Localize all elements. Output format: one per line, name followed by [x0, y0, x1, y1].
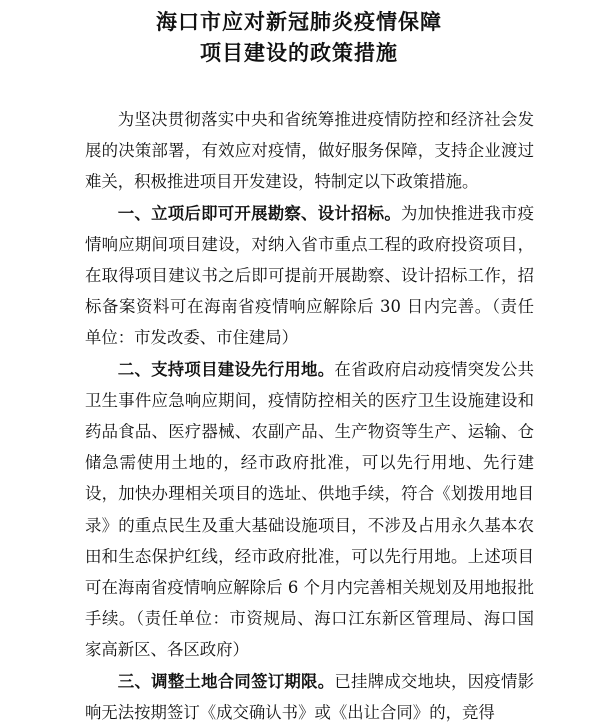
title-line-1: 海口市应对新冠肺炎疫情保障	[156, 9, 442, 34]
section-3-heading: 三、调整土地合同签订期限。	[117, 671, 335, 691]
title-line-2: 项目建设的政策措施	[200, 40, 398, 65]
section-2-responsible-units: （责任单位：市资规局、海口江东新区管理局、海口国家高新区、各区政府）	[85, 609, 534, 660]
section-1-heading: 一、立项后即可开展勘察、设计招标。	[117, 203, 401, 223]
section-3-paragraph	[85, 666, 534, 728]
section-1-responsible-units: （责任单位：市发改委、市住建局）	[85, 297, 534, 348]
section-2-heading: 二、支持项目建设先行用地。	[117, 359, 335, 379]
section-1-body: 为加快推进我市疫情响应期间项目建设，对纳入省市重点工程的政府投资项目，在取得项目建议书之后即可提前开展勘察、设计招标工作，招标备案资料可在海南省疫情响应解除后 30 日内完善。	[85, 203, 535, 317]
section-1-paragraph	[85, 198, 534, 354]
section-3-body: 已挂牌成交地块，因疫情影响无法按期签订《成交确认书》或《出让合同》的，竞得	[85, 671, 535, 722]
document-body	[0, 104, 598, 728]
intro-paragraph: 为坚决贯彻落实中央和省统筹推进疫情防控和经济社会发展的决策部署，有效应对疫情，做好服务保障，支持企业渡过难关，积极推进项目开发建设，特制定以下政策措施。	[85, 110, 534, 192]
section-2-paragraph	[85, 354, 534, 666]
document-title	[0, 0, 598, 68]
section-2-body: 在省政府启动疫情突发公共卫生事件应急响应期间，疫情防控相关的医疗卫生设施建设和药品食品、医疗器械、农副产品、生产物资等生产、运输、仓储急需使用土地的，经市政府批准，可以先行用地、先行建设，加快办理相关项目的选址、供地手续，符合《划拨用地目录》的重点民生及重大基础设施项目，不涉及占用永久基本农田和生态保护红线，经市政府批准，可以先行用地。上述项目可在海南省疫情响应解除后 6 个月内完善相关规划及用地报批手续。	[85, 359, 535, 629]
